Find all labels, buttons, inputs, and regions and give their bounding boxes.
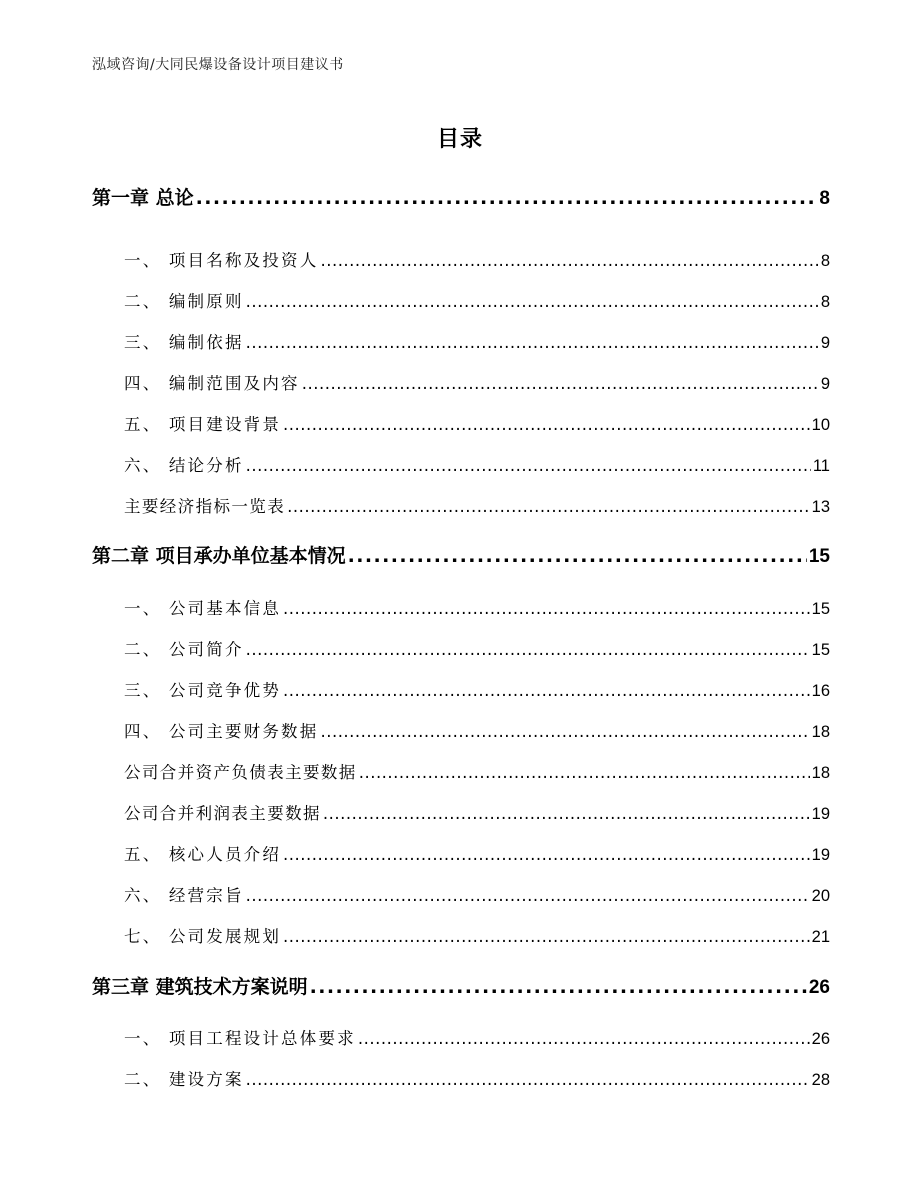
toc-page-number: 15 <box>808 546 830 567</box>
toc-entry-label: 四、 编制范围及内容 <box>124 374 300 393</box>
toc-table-income-statement[interactable] <box>92 800 830 824</box>
toc-entry-label: 第一章 总论 <box>92 187 194 209</box>
toc-leader-dots <box>287 497 810 516</box>
toc-entry-label: 第二章 项目承办单位基本情况 <box>92 545 346 567</box>
toc-leader-dots <box>246 333 819 352</box>
toc-entry-label: 二、 公司简介 <box>124 640 244 659</box>
page-header: 泓域咨询/大同民爆设备设计项目建议书 <box>92 57 344 73</box>
toc-page-number: 28 <box>811 1071 830 1089</box>
toc-page-number: 15 <box>811 641 830 659</box>
toc-page-number: 9 <box>820 375 830 393</box>
toc-section-1-2[interactable] <box>92 288 830 312</box>
toc-section-2-1[interactable] <box>92 595 830 619</box>
toc-page-number: 16 <box>811 682 830 700</box>
toc-section-2-7[interactable] <box>92 923 830 947</box>
toc-entry-label: 第三章 建筑技术方案说明 <box>92 976 308 998</box>
toc-leader-dots <box>246 1070 810 1089</box>
toc-leader-dots <box>358 1029 810 1048</box>
toc-entry-label: 七、 公司发展规划 <box>124 927 282 946</box>
toc-entry-label: 一、 公司基本信息 <box>124 599 282 618</box>
toc-page-number: 8 <box>819 188 830 209</box>
toc-page-number: 10 <box>811 416 830 434</box>
toc-leader-dots <box>323 804 810 823</box>
toc-leader-dots <box>246 292 819 311</box>
toc-page-number: 18 <box>811 764 830 782</box>
toc-section-1-3[interactable] <box>92 329 830 353</box>
toc-entry-label: 五、 核心人员介绍 <box>124 845 282 864</box>
toc-leader-dots <box>283 599 810 618</box>
toc-section-1-6[interactable] <box>92 452 830 476</box>
toc-section-2-2[interactable] <box>92 636 830 660</box>
toc-leader-dots <box>320 251 818 270</box>
toc-leader-dots <box>348 545 807 567</box>
toc-chapter-2[interactable] <box>92 541 830 568</box>
toc-leader-dots <box>283 927 810 946</box>
toc-entry-label: 四、 公司主要财务数据 <box>124 722 319 741</box>
toc-page-number: 18 <box>811 723 830 741</box>
toc-leader-dots <box>283 415 810 434</box>
toc-section-1-5[interactable] <box>92 411 830 435</box>
toc-table-balance-sheet[interactable] <box>92 759 830 783</box>
toc-entry-label: 一、 项目名称及投资人 <box>124 251 319 270</box>
toc-entry-label: 六、 结论分析 <box>124 456 244 475</box>
toc-chapter-1[interactable] <box>92 183 830 210</box>
toc-section-2-4[interactable] <box>92 718 830 742</box>
toc-page-number: 9 <box>820 334 830 352</box>
toc-title: 目录 <box>436 127 483 152</box>
toc-page-number: 26 <box>808 977 830 998</box>
toc-section-2-6[interactable] <box>92 882 830 906</box>
toc-leader-dots <box>320 722 809 741</box>
toc-page-number: 26 <box>811 1030 830 1048</box>
toc-leader-dots <box>246 456 811 475</box>
toc-entry-label: 公司合并利润表主要数据 <box>124 804 321 823</box>
toc-entry-label: 三、 公司竞争优势 <box>124 681 282 700</box>
toc-section-1-1[interactable] <box>92 247 830 271</box>
toc-table-economic-indicators[interactable] <box>92 493 830 517</box>
toc-entry-label: 三、 编制依据 <box>124 333 244 352</box>
toc-page-number: 19 <box>811 805 830 823</box>
toc-page-number: 20 <box>811 887 830 905</box>
toc-page-number: 8 <box>820 252 830 270</box>
toc-leader-dots <box>310 976 807 998</box>
toc-leader-dots <box>246 886 810 905</box>
toc-page-number: 21 <box>811 928 830 946</box>
toc-section-3-2[interactable] <box>92 1066 830 1090</box>
toc-entry-label: 二、 建设方案 <box>124 1070 244 1089</box>
toc-page-number: 11 <box>812 457 830 475</box>
toc-leader-dots <box>359 763 810 782</box>
toc-section-2-5[interactable] <box>92 841 830 865</box>
toc-page-number: 19 <box>811 846 830 864</box>
toc-entry-label: 五、 项目建设背景 <box>124 415 282 434</box>
toc-section-3-1[interactable] <box>92 1025 830 1049</box>
toc-entry-label: 六、 经营宗旨 <box>124 886 244 905</box>
toc-page-number: 8 <box>820 293 830 311</box>
table-of-contents <box>92 0 830 1191</box>
toc-section-1-4[interactable] <box>92 370 830 394</box>
toc-entry-label: 公司合并资产负债表主要数据 <box>124 763 357 782</box>
toc-chapter-3[interactable] <box>92 972 830 999</box>
toc-page-number: 13 <box>811 498 830 516</box>
toc-section-2-3[interactable] <box>92 677 830 701</box>
toc-entry-label: 主要经济指标一览表 <box>124 497 286 516</box>
toc-entry-label: 二、 编制原则 <box>124 292 244 311</box>
toc-leader-dots <box>196 187 818 209</box>
toc-leader-dots <box>302 374 819 393</box>
toc-entry-label: 一、 项目工程设计总体要求 <box>124 1029 356 1048</box>
toc-page-number: 15 <box>811 600 830 618</box>
toc-leader-dots <box>283 845 810 864</box>
toc-leader-dots <box>246 640 810 659</box>
toc-leader-dots <box>283 681 810 700</box>
